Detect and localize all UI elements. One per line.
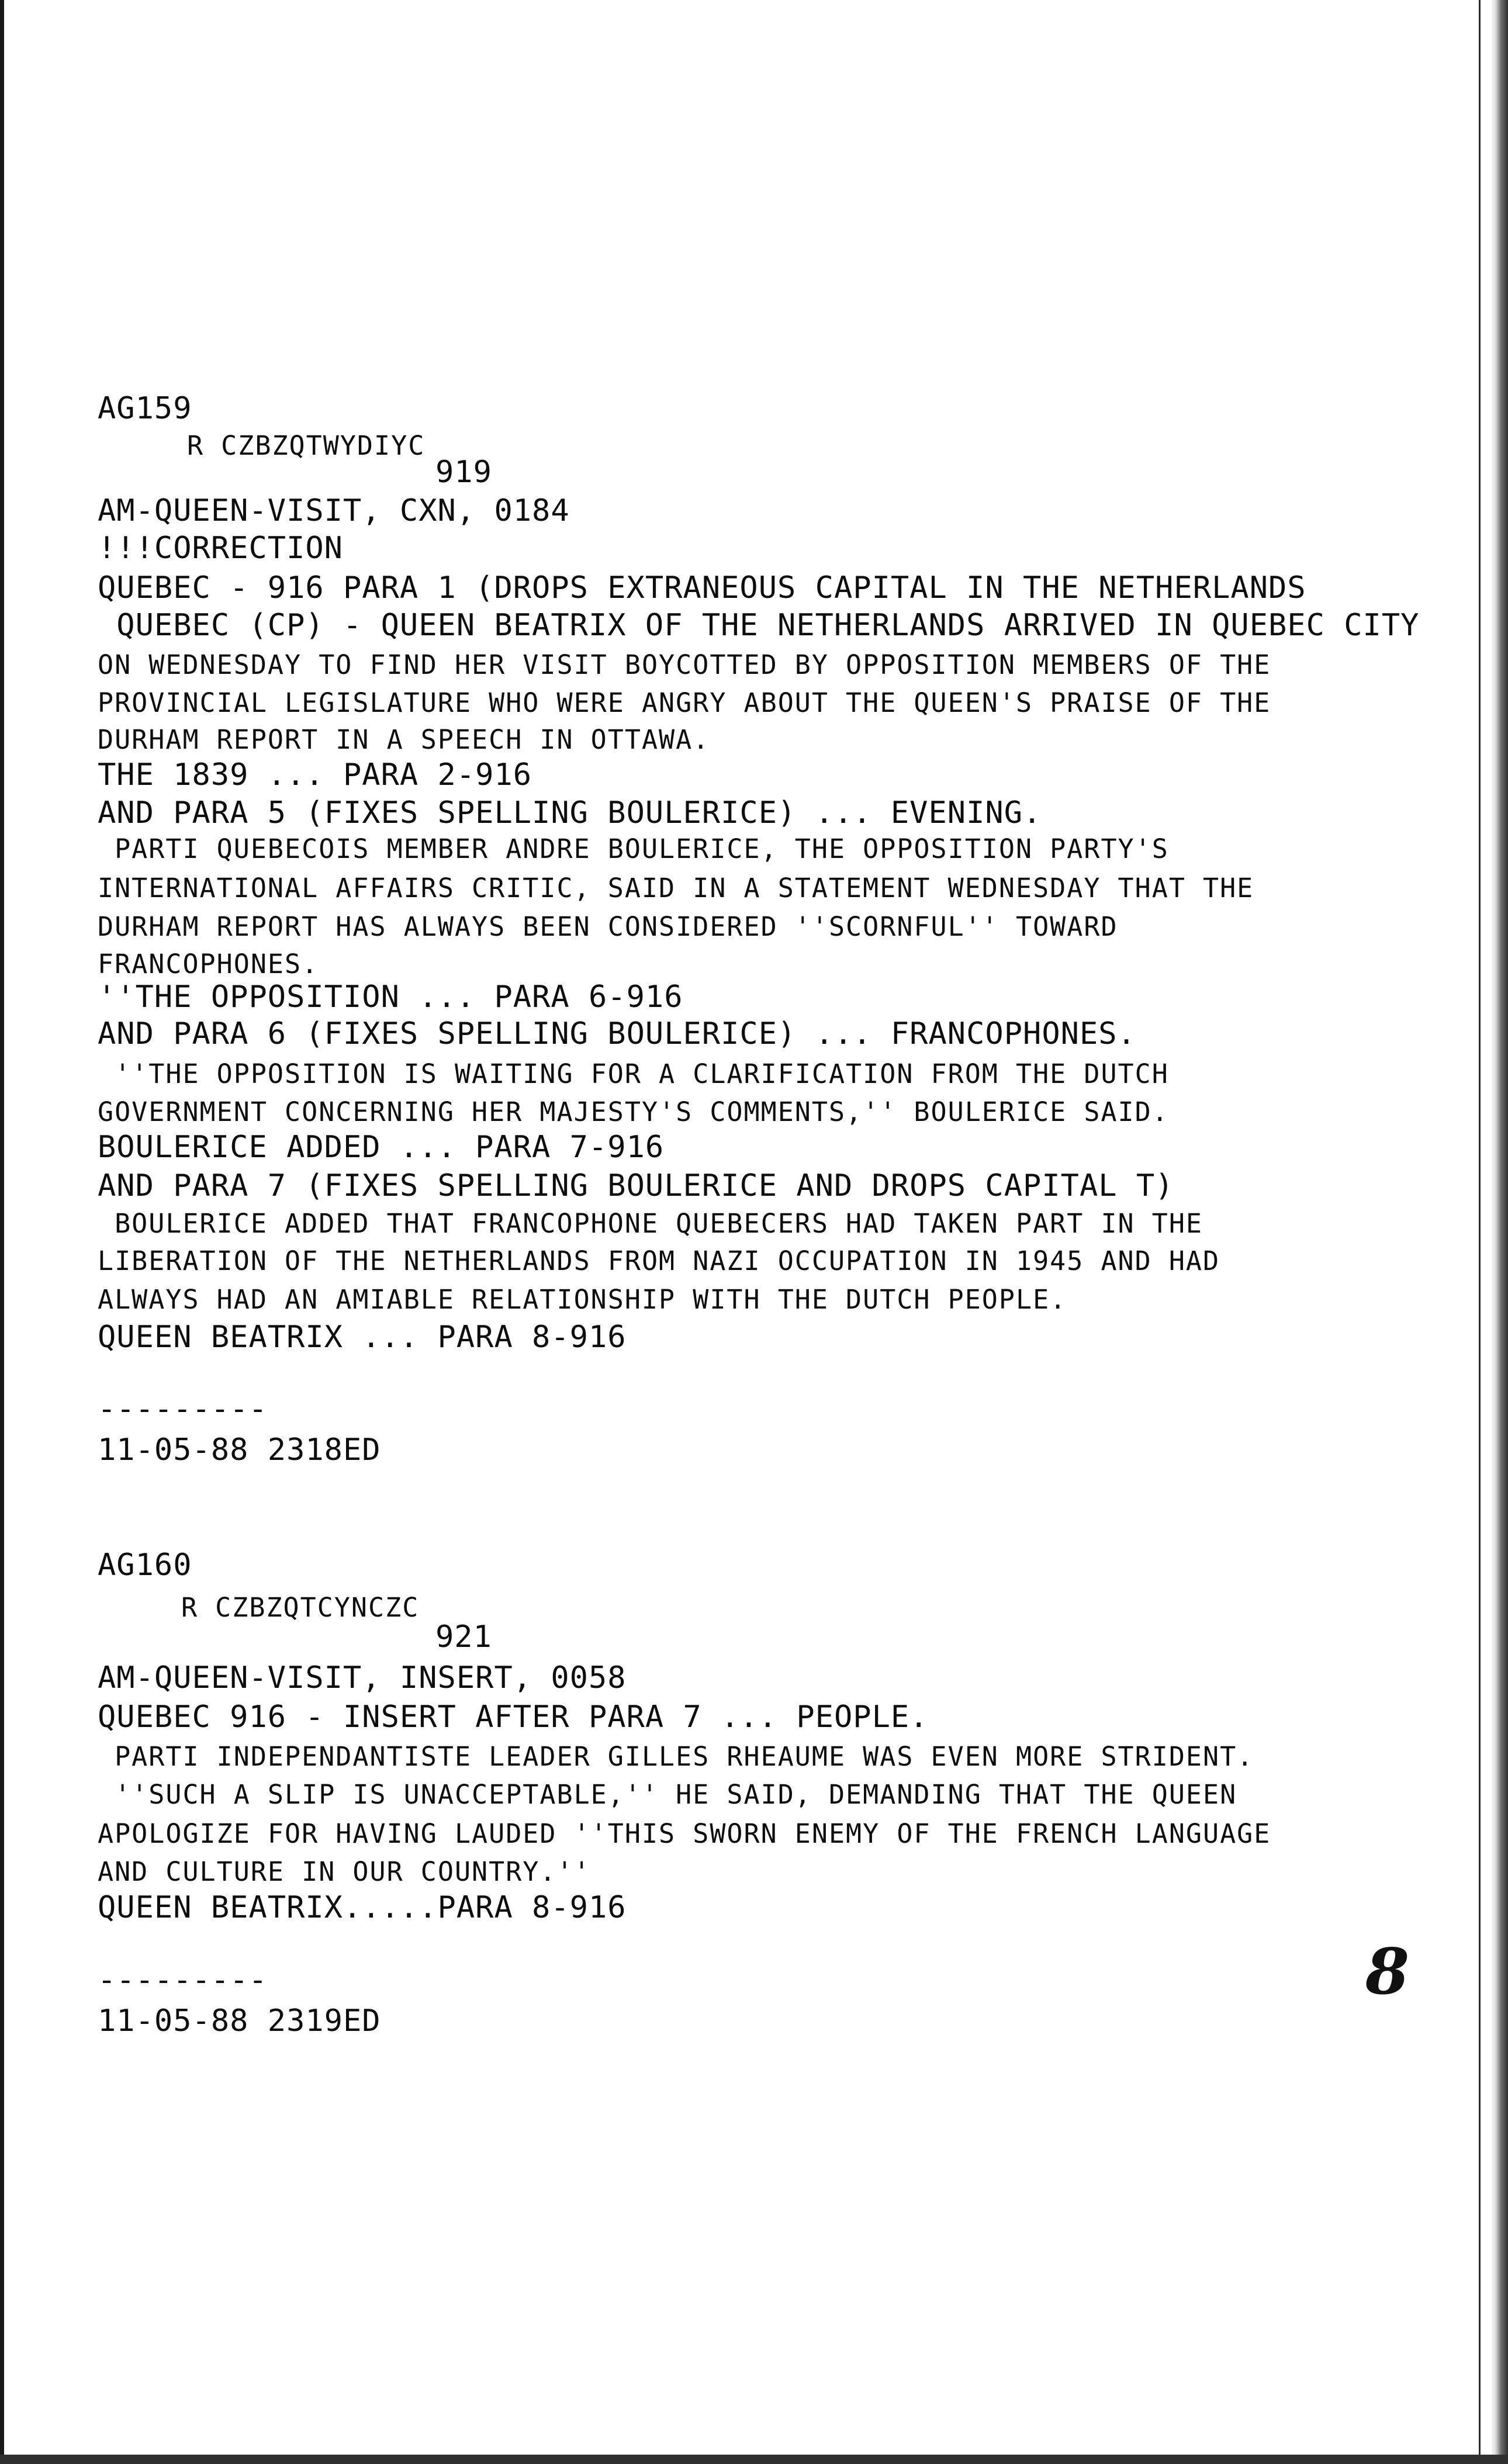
story2-separator: --------- (98, 1963, 268, 1998)
story2-number: 921 (435, 1619, 492, 1655)
story2-timestamp: 11-05-88 2319ED (98, 2003, 381, 2039)
story1-number: 919 (435, 455, 492, 490)
story1-line: FRANCOPHONES. (98, 949, 319, 980)
story1-line: QUEBEC (CP) - QUEEN BEATRIX OF THE NETHERLANDS ARRIVED IN QUEBEC CITY (98, 608, 1420, 643)
story1-header: AM-QUEEN-VISIT, CXN, 0184 (98, 493, 570, 528)
story1-line: QUEBEC - 916 PARA 1 (DROPS EXTRANEOUS CAPITAL IN THE NETHERLANDS (98, 570, 1306, 605)
story2-line: QUEBEC 916 - INSERT AFTER PARA 7 ... PEOPLE. (98, 1700, 929, 1735)
story1-line: PARTI QUEBECOIS MEMBER ANDRE BOULERICE, THE OPPOSITION PARTY'S (98, 833, 1169, 864)
story2-header: AM-QUEEN-VISIT, INSERT, 0058 (98, 1660, 627, 1695)
story1-line: ON WEDNESDAY TO FIND HER VISIT BOYCOTTED BY OPPOSITION MEMBERS OF THE (98, 649, 1271, 680)
story1-line: AND PARA 5 (FIXES SPELLING BOULERICE) ... EVENING. (98, 795, 1042, 830)
story1-slug: AG159 (98, 391, 192, 426)
story1-line: BOULERICE ADDED THAT FRANCOPHONE QUEBECERS HAD TAKEN PART IN THE (98, 1208, 1203, 1239)
story2-line: APOLOGIZE FOR HAVING LAUDED ''THIS SWORN ENEMY OF THE FRENCH LANGUAGE (98, 1818, 1271, 1849)
story2-slug: AG160 (98, 1548, 192, 1583)
handwritten-page-number: 8 (1365, 1935, 1410, 2009)
story2-line: QUEEN BEATRIX.....PARA 8-916 (98, 1890, 627, 1925)
story1-line: THE 1839 ... PARA 2-916 (98, 757, 532, 793)
story1-line: QUEEN BEATRIX ... PARA 8-916 (98, 1320, 627, 1355)
story2-line: AND CULTURE IN OUR COUNTRY.'' (98, 1856, 591, 1887)
story1-line: PROVINCIAL LEGISLATURE WHO WERE ANGRY ABOUT THE QUEEN'S PRAISE OF THE (98, 687, 1271, 718)
story1-line: AND PARA 7 (FIXES SPELLING BOULERICE AND DROPS CAPITAL T) (98, 1168, 1174, 1203)
story1-separator: --------- (98, 1392, 268, 1427)
story2-line: PARTI INDEPENDANTISTE LEADER GILLES RHEAUME WAS EVEN MORE STRIDENT. (98, 1741, 1254, 1772)
story1-line: ''THE OPPOSITION ... PARA 6-916 (98, 980, 683, 1015)
story1-line: ALWAYS HAD AN AMIABLE RELATIONSHIP WITH THE DUTCH PEOPLE. (98, 1284, 1067, 1315)
story1-line: LIBERATION OF THE NETHERLANDS FROM NAZI OCCUPATION IN 1945 AND HAD (98, 1245, 1220, 1276)
story1-line: AND PARA 6 (FIXES SPELLING BOULERICE) ... FRANCOPHONES. (98, 1016, 1136, 1051)
story1-line: ''THE OPPOSITION IS WAITING FOR A CLARIFICATION FROM THE DUTCH (98, 1058, 1169, 1089)
story1-timestamp: 11-05-88 2318ED (98, 1432, 381, 1468)
story1-line: GOVERNMENT CONCERNING HER MAJESTY'S COMMENTS,'' BOULERICE SAID. (98, 1096, 1169, 1127)
story2-line: ''SUCH A SLIP IS UNACCEPTABLE,'' HE SAID, DEMANDING THAT THE QUEEN (98, 1779, 1237, 1810)
story1-line: BOULERICE ADDED ... PARA 7-916 (98, 1130, 665, 1165)
story1-line: INTERNATIONAL AFFAIRS CRITIC, SAID IN A STATEMENT WEDNESDAY THAT THE (98, 873, 1254, 904)
story1-line: DURHAM REPORT IN A SPEECH IN OTTAWA. (98, 724, 710, 755)
story2-routing: R CZBZQTCYNCZC (181, 1592, 420, 1623)
story1-routing: R CZBZQTWYDIYC (187, 430, 426, 461)
story1-line: DURHAM REPORT HAS ALWAYS BEEN CONSIDERED ''SCORNFUL'' TOWARD (98, 911, 1118, 942)
story1-correction: !!!CORRECTION (98, 531, 343, 566)
